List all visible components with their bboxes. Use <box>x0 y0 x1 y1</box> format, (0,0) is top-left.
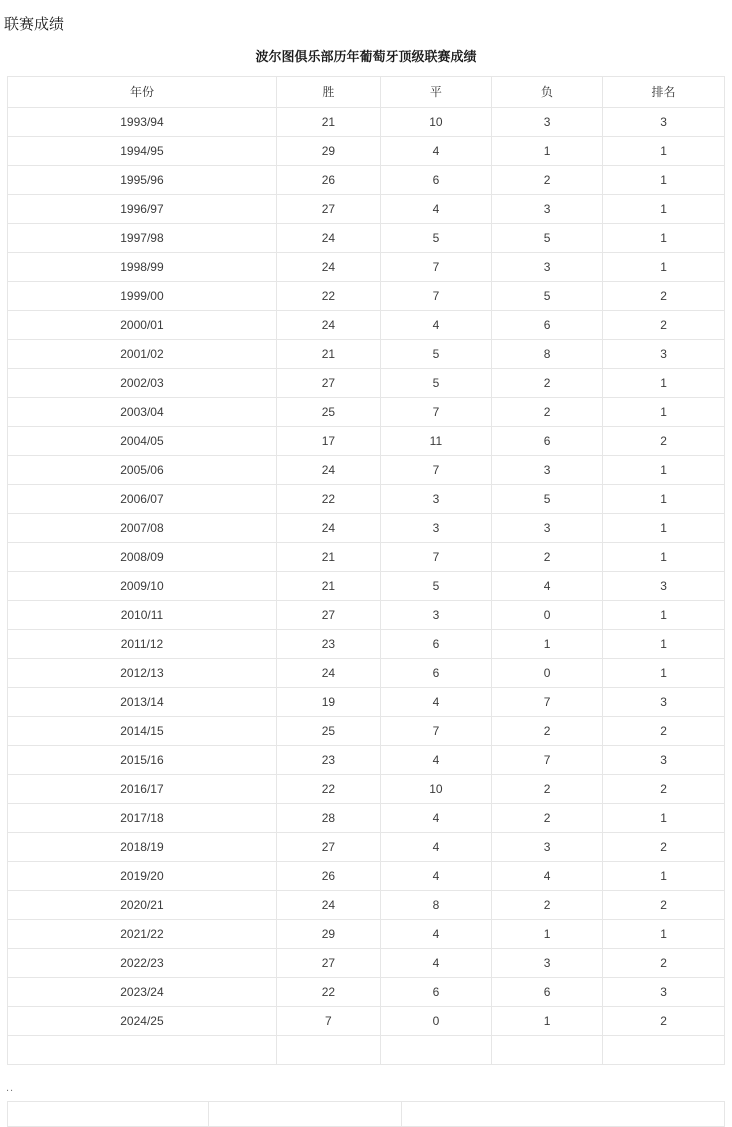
cell-wins: 25 <box>276 716 380 745</box>
cell-year: 1994/95 <box>8 136 277 165</box>
table-row <box>8 368 725 397</box>
table-row <box>8 745 725 774</box>
cell-year: 2000/01 <box>8 310 277 339</box>
cell-rank: 1 <box>603 455 725 484</box>
cell-losses: 3 <box>491 948 602 977</box>
cell-draws: 5 <box>380 223 491 252</box>
cell-rank: 2 <box>603 948 725 977</box>
cell-draws: 4 <box>380 745 491 774</box>
cell-year: 1997/98 <box>8 223 277 252</box>
cell-draws: 4 <box>380 803 491 832</box>
cell-draws: 6 <box>380 658 491 687</box>
cell-year: 2013/14 <box>8 687 277 716</box>
cell-draws: 6 <box>380 165 491 194</box>
cell-year: 2003/04 <box>8 397 277 426</box>
cell-draws: 0 <box>380 1006 491 1035</box>
cell-year: 2024/25 <box>8 1006 277 1035</box>
table-row <box>8 136 725 165</box>
cell-wins: 17 <box>276 426 380 455</box>
content-gap <box>0 1065 732 1083</box>
cell-wins: 21 <box>276 571 380 600</box>
cell-wins: 27 <box>276 832 380 861</box>
cell-wins: 23 <box>276 745 380 774</box>
cell-losses: 7 <box>491 687 602 716</box>
table-row <box>8 832 725 861</box>
table-row <box>8 194 725 223</box>
cell-losses: 4 <box>491 861 602 890</box>
cell-year: 1998/99 <box>8 252 277 281</box>
cell-losses: 3 <box>491 194 602 223</box>
cell-wins: 22 <box>276 774 380 803</box>
cell-rank: 2 <box>603 890 725 919</box>
cell-wins: 25 <box>276 397 380 426</box>
cell-losses: 1 <box>491 629 602 658</box>
cell-rank: 1 <box>603 629 725 658</box>
cell-rank: 2 <box>603 426 725 455</box>
cell-draws: 5 <box>380 368 491 397</box>
cell-draws: 4 <box>380 687 491 716</box>
table-row <box>8 426 725 455</box>
cell-rank: 1 <box>603 194 725 223</box>
cell-rank: 2 <box>603 774 725 803</box>
cell-losses: 6 <box>491 310 602 339</box>
cell-rank: 1 <box>603 136 725 165</box>
cell-wins: 22 <box>276 484 380 513</box>
cell-wins: 21 <box>276 339 380 368</box>
cell-year: 2006/07 <box>8 484 277 513</box>
table-row <box>8 513 725 542</box>
cell-rank: 2 <box>603 281 725 310</box>
cell-losses: 5 <box>491 223 602 252</box>
cell-losses: 3 <box>491 107 602 136</box>
cell-losses: 0 <box>491 600 602 629</box>
cell-wins: 24 <box>276 252 380 281</box>
table-row <box>8 1035 725 1064</box>
cell-wins: 27 <box>276 368 380 397</box>
table-row <box>8 310 725 339</box>
cell-wins: 27 <box>276 194 380 223</box>
cell-year: 2015/16 <box>8 745 277 774</box>
cell-losses: 5 <box>491 281 602 310</box>
table-row <box>8 716 725 745</box>
cell-rank: 3 <box>603 977 725 1006</box>
cell-rank: 1 <box>603 368 725 397</box>
cell-losses: 2 <box>491 890 602 919</box>
table-header <box>8 76 725 107</box>
table-row <box>8 339 725 368</box>
cell-year: 2011/12 <box>8 629 277 658</box>
cell-losses: 1 <box>491 919 602 948</box>
cell-draws: 7 <box>380 252 491 281</box>
cell-losses: 3 <box>491 832 602 861</box>
cell-wins: 22 <box>276 977 380 1006</box>
cell-wins: 28 <box>276 803 380 832</box>
cell-rank: 1 <box>603 397 725 426</box>
cell-losses: 6 <box>491 426 602 455</box>
table-row <box>8 223 725 252</box>
cell-losses: 3 <box>491 455 602 484</box>
table-row <box>8 861 725 890</box>
cell-losses: 2 <box>491 716 602 745</box>
cell-draws: 5 <box>380 339 491 368</box>
cell-rank: 1 <box>603 919 725 948</box>
cell-rank: 2 <box>603 716 725 745</box>
cell-wins: 27 <box>276 600 380 629</box>
table-row <box>8 165 725 194</box>
cell-year: 2004/05 <box>8 426 277 455</box>
cell-rank: 2 <box>603 1006 725 1035</box>
cell-rank: 3 <box>603 687 725 716</box>
spacer-cell <box>491 1035 602 1064</box>
cell-draws: 3 <box>380 484 491 513</box>
cell-losses: 3 <box>491 513 602 542</box>
cell-draws: 7 <box>380 397 491 426</box>
table-row <box>8 397 725 426</box>
cell-wins: 27 <box>276 948 380 977</box>
cell-year: 2010/11 <box>8 600 277 629</box>
cell-year: 2016/17 <box>8 774 277 803</box>
cell-year: 2019/20 <box>8 861 277 890</box>
cell-losses: 6 <box>491 977 602 1006</box>
cell-draws: 4 <box>380 948 491 977</box>
table-row <box>8 803 725 832</box>
cell-draws: 7 <box>380 455 491 484</box>
cell-wins: 24 <box>276 658 380 687</box>
column-header-draws: 平 <box>380 76 491 107</box>
cell-year: 2005/06 <box>8 455 277 484</box>
table-row <box>8 1006 725 1035</box>
cell-losses: 5 <box>491 484 602 513</box>
cell-rank: 1 <box>603 223 725 252</box>
page-title: 联赛成绩 <box>4 16 65 33</box>
cell-draws: 4 <box>380 136 491 165</box>
cell-losses: 7 <box>491 745 602 774</box>
trailing-ellipsis: .. <box>6 1081 15 1094</box>
cell-draws: 3 <box>380 600 491 629</box>
cell-losses: 2 <box>491 542 602 571</box>
table-row <box>8 484 725 513</box>
spacer-cell <box>603 1035 725 1064</box>
cell-losses: 2 <box>491 774 602 803</box>
cell-rank: 3 <box>603 107 725 136</box>
table-row <box>8 281 725 310</box>
cell-draws: 7 <box>380 542 491 571</box>
cell-wins: 24 <box>276 310 380 339</box>
cell-losses: 8 <box>491 339 602 368</box>
column-header-losses: 负 <box>491 76 602 107</box>
cell-draws: 10 <box>380 107 491 136</box>
cell-draws: 10 <box>380 774 491 803</box>
table-row <box>8 107 725 136</box>
column-header-year: 年份 <box>8 76 277 107</box>
table-row <box>8 455 725 484</box>
cell-wins: 24 <box>276 890 380 919</box>
cell-rank: 2 <box>603 832 725 861</box>
cell-draws: 6 <box>380 977 491 1006</box>
cell-year: 1999/00 <box>8 281 277 310</box>
cell-year: 2018/19 <box>8 832 277 861</box>
column-header-wins: 胜 <box>276 76 380 107</box>
cell-rank: 1 <box>603 600 725 629</box>
table-row <box>8 600 725 629</box>
cell-draws: 4 <box>380 832 491 861</box>
cell-rank: 1 <box>603 484 725 513</box>
cell-draws: 4 <box>380 194 491 223</box>
cell-wins: 24 <box>276 455 380 484</box>
cell-losses: 4 <box>491 571 602 600</box>
table-row <box>8 890 725 919</box>
spacer-cell <box>380 1035 491 1064</box>
cell-rank: 1 <box>603 803 725 832</box>
table-row <box>8 948 725 977</box>
cell-draws: 7 <box>380 716 491 745</box>
cell-wins: 29 <box>276 919 380 948</box>
league-results-table <box>7 76 725 1065</box>
table-row <box>8 571 725 600</box>
cell-year: 2002/03 <box>8 368 277 397</box>
table-header-row <box>8 76 725 107</box>
cell-rank: 1 <box>603 165 725 194</box>
cell-draws: 4 <box>380 919 491 948</box>
cell-rank: 1 <box>603 861 725 890</box>
cell-draws: 8 <box>380 890 491 919</box>
cell-year: 2007/08 <box>8 513 277 542</box>
cell-year: 2008/09 <box>8 542 277 571</box>
cell-rank: 3 <box>603 571 725 600</box>
cell-year: 2023/24 <box>8 977 277 1006</box>
table-body <box>8 107 725 1064</box>
table-row <box>8 252 725 281</box>
cell-wins: 29 <box>276 136 380 165</box>
cell-wins: 21 <box>276 542 380 571</box>
cell-losses: 2 <box>491 368 602 397</box>
column-header-rank: 排名 <box>603 76 725 107</box>
cell-wins: 22 <box>276 281 380 310</box>
table-row <box>8 774 725 803</box>
cell-year: 2001/02 <box>8 339 277 368</box>
cell-losses: 1 <box>491 1006 602 1035</box>
cell-draws: 4 <box>380 861 491 890</box>
cell-wins: 24 <box>276 223 380 252</box>
cell-rank: 1 <box>603 252 725 281</box>
table-row <box>8 658 725 687</box>
table-row <box>8 542 725 571</box>
table-row <box>8 629 725 658</box>
spacer-cell <box>276 1035 380 1064</box>
cell-losses: 3 <box>491 252 602 281</box>
cell-wins: 21 <box>276 107 380 136</box>
cell-draws: 11 <box>380 426 491 455</box>
table-row <box>8 919 725 948</box>
cell-year: 1995/96 <box>8 165 277 194</box>
cell-draws: 3 <box>380 513 491 542</box>
table-row <box>8 977 725 1006</box>
cell-wins: 24 <box>276 513 380 542</box>
cell-draws: 4 <box>380 310 491 339</box>
cell-year: 2012/13 <box>8 658 277 687</box>
cell-wins: 19 <box>276 687 380 716</box>
cell-year: 2017/18 <box>8 803 277 832</box>
cell-wins: 26 <box>276 165 380 194</box>
cell-draws: 5 <box>380 571 491 600</box>
cell-losses: 1 <box>491 136 602 165</box>
cell-year: 2021/22 <box>8 919 277 948</box>
cell-draws: 7 <box>380 281 491 310</box>
cell-wins: 26 <box>276 861 380 890</box>
table-caption: 波尔图俱乐部历年葡萄牙顶级联赛成绩 <box>255 49 477 64</box>
cell-losses: 0 <box>491 658 602 687</box>
cell-losses: 2 <box>491 803 602 832</box>
cell-rank: 1 <box>603 513 725 542</box>
cell-year: 2009/10 <box>8 571 277 600</box>
cell-wins: 23 <box>276 629 380 658</box>
table-row <box>8 687 725 716</box>
cell-year: 2014/15 <box>8 716 277 745</box>
cell-rank: 1 <box>603 542 725 571</box>
cell-rank: 1 <box>603 658 725 687</box>
spacer-cell <box>8 1035 277 1064</box>
cell-rank: 3 <box>603 745 725 774</box>
cell-wins: 7 <box>276 1006 380 1035</box>
cell-year: 2022/23 <box>8 948 277 977</box>
cell-year: 2020/21 <box>8 890 277 919</box>
cell-losses: 2 <box>491 165 602 194</box>
cell-year: 1993/94 <box>8 107 277 136</box>
cell-rank: 2 <box>603 310 725 339</box>
cell-losses: 2 <box>491 397 602 426</box>
cell-draws: 6 <box>380 629 491 658</box>
cell-rank: 3 <box>603 339 725 368</box>
cell-year: 1996/97 <box>8 194 277 223</box>
